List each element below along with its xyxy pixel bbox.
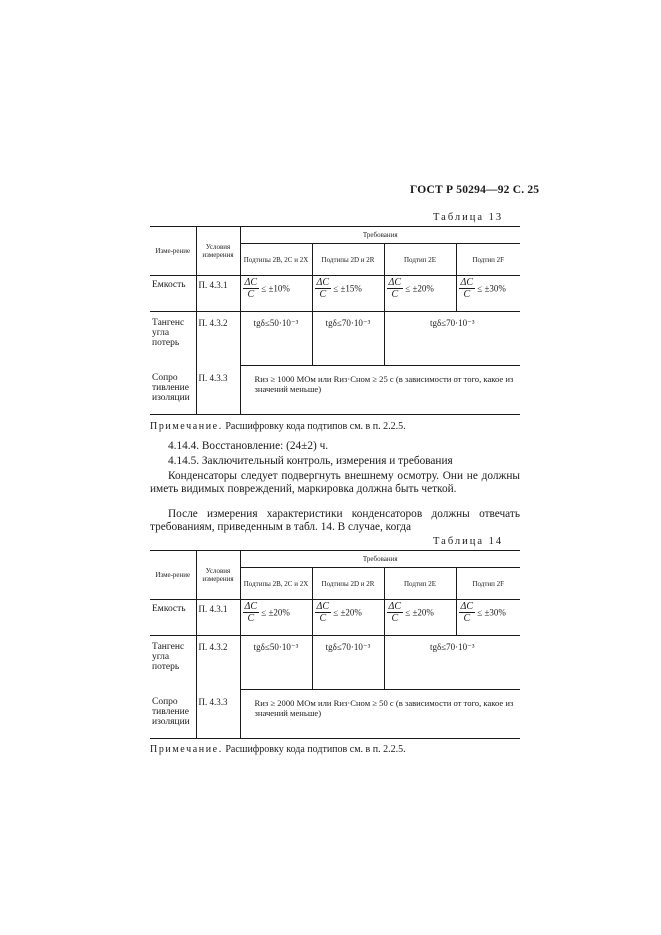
table14-caption: Таблица 14 bbox=[433, 536, 504, 547]
delta-c-fraction: $\frac{\Delta C}{C}$ bbox=[460, 277, 474, 300]
delta-c-fraction: $\frac{\Delta C}{C}$ bbox=[388, 601, 402, 624]
subheader-2e: Подтип 2Е bbox=[384, 244, 456, 276]
row-label: Тангенс угла потерь bbox=[150, 636, 196, 690]
header-requirements: Требования bbox=[240, 551, 520, 568]
header-measurement: Изме-рение bbox=[150, 551, 196, 600]
capacitance-req-2d: $\frac{\Delta C}{C}$ ≤ ±20% bbox=[312, 600, 384, 636]
standard-header: ГОСТ Р 50294—92 С. 25 bbox=[410, 184, 540, 196]
row-label: Емкость bbox=[150, 276, 196, 312]
table-row bbox=[150, 600, 520, 636]
delta-c-fraction: $\frac{\Delta C}{C}$ bbox=[316, 601, 330, 624]
subheader-2b-2c-2x: Подтипы 2В, 2С и 2Х bbox=[240, 244, 312, 276]
capacitance-req-2e: $\frac{\Delta C}{C}$ ≤ ±20% bbox=[384, 600, 456, 636]
loss-tangent-2d: tgδ≤70·10⁻³ bbox=[312, 636, 384, 690]
table-13 bbox=[150, 226, 520, 415]
header-conditions: Условия измерения bbox=[196, 227, 240, 276]
table-row bbox=[150, 636, 520, 690]
paragraph-4-14-4: 4.14.4. Восстановление: (24±2) ч. bbox=[168, 440, 329, 452]
table-row bbox=[150, 689, 520, 739]
capacitance-req-2d: $\frac{\Delta C}{C}$ ≤ ±15% bbox=[312, 276, 384, 312]
capacitance-req-2f: $\frac{\Delta C}{C}$ ≤ ±30% bbox=[456, 600, 520, 636]
header-requirements: Требования bbox=[240, 227, 520, 244]
header-conditions: Условия измерения bbox=[196, 551, 240, 600]
paragraph-inspection: Конденсаторы следует подвергнуть внешнему осмотру. Они не должны иметь видимых повреждений, маркировка должна быть четкой. bbox=[150, 470, 520, 495]
loss-tangent-2b: tgδ≤50·10⁻³ bbox=[240, 636, 312, 690]
row-conditions: П. 4.3.3 bbox=[196, 689, 240, 739]
delta-c-fraction: $\frac{\Delta C}{C}$ bbox=[460, 601, 474, 624]
table-row bbox=[150, 312, 520, 366]
insulation-resistance-req: Rиз ≥ 1000 МОм или Rиз·Cном ≥ 25 с (в зависимости от того, какое из значений меньше) bbox=[240, 365, 520, 415]
row-label: Тангенс угла потерь bbox=[150, 312, 196, 366]
table13-caption: Таблица 13 bbox=[433, 212, 504, 223]
row-conditions: П. 4.3.1 bbox=[196, 276, 240, 312]
insulation-resistance-req: Rиз ≥ 2000 МОм или Rиз·Cном ≥ 50 с (в зависимости от того, какое из значений меньше) bbox=[240, 689, 520, 739]
loss-tangent-2e-2f: tgδ≤70·10⁻³ bbox=[384, 636, 520, 690]
delta-c-fraction: $\frac{\Delta C}{C}$ bbox=[316, 277, 330, 300]
row-label: Сопро тивление изоляции bbox=[150, 689, 196, 739]
row-label: Сопро тивление изоляции bbox=[150, 365, 196, 415]
capacitance-req-2f: $\frac{\Delta C}{C}$ ≤ ±30% bbox=[456, 276, 520, 312]
note-13 bbox=[150, 421, 406, 432]
subheader-2e: Подтип 2Е bbox=[384, 568, 456, 600]
row-conditions: П. 4.3.1 bbox=[196, 600, 240, 636]
subheader-2d-2r: Подтипы 2D и 2R bbox=[312, 244, 384, 276]
table-row bbox=[150, 365, 520, 415]
loss-tangent-2d: tgδ≤70·10⁻³ bbox=[312, 312, 384, 366]
capacitance-req-2b: $\frac{\Delta C}{C}$ ≤ ±20% bbox=[240, 600, 312, 636]
subheader-2f: Подтип 2F bbox=[456, 568, 520, 600]
note-text: Расшифровку кода подтипов см. в п. 2.2.5. bbox=[225, 744, 406, 755]
header-measurement: Изме-рение bbox=[150, 227, 196, 276]
subheader-2d-2r: Подтипы 2D и 2R bbox=[312, 568, 384, 600]
row-conditions: П. 4.3.2 bbox=[196, 636, 240, 690]
table-14 bbox=[150, 550, 520, 739]
subheader-2b-2c-2x: Подтипы 2В, 2С и 2Х bbox=[240, 568, 312, 600]
paragraph-4-14-5: 4.14.5. Заключительный контроль, измерения и требования bbox=[168, 455, 453, 467]
capacitance-req-2e: $\frac{\Delta C}{C}$ ≤ ±20% bbox=[384, 276, 456, 312]
subheader-2f: Подтип 2F bbox=[456, 244, 520, 276]
note-label: Примечание. bbox=[150, 744, 223, 755]
row-label: Емкость bbox=[150, 600, 196, 636]
loss-tangent-2e-2f: tgδ≤70·10⁻³ bbox=[384, 312, 520, 366]
row-conditions: П. 4.3.3 bbox=[196, 365, 240, 415]
capacitance-req-2b: $\frac{\Delta C}{C}$ ≤ ±10% bbox=[240, 276, 312, 312]
delta-c-fraction: $\frac{\Delta C}{C}$ bbox=[244, 601, 258, 624]
row-conditions: П. 4.3.2 bbox=[196, 312, 240, 366]
table-row bbox=[150, 276, 520, 312]
delta-c-fraction: $\frac{\Delta C}{C}$ bbox=[244, 277, 258, 300]
note-label: Примечание. bbox=[150, 421, 223, 432]
delta-c-fraction: $\frac{\Delta C}{C}$ bbox=[388, 277, 402, 300]
note-14 bbox=[150, 744, 406, 755]
note-text: Расшифровку кода подтипов см. в п. 2.2.5. bbox=[225, 421, 406, 432]
paragraph-after-measurement: После измерения характеристики конденсаторов должны отвечать требованиям, приведенным в табл. 14. В случае, когда bbox=[150, 508, 520, 533]
loss-tangent-2b: tgδ≤50·10⁻³ bbox=[240, 312, 312, 366]
